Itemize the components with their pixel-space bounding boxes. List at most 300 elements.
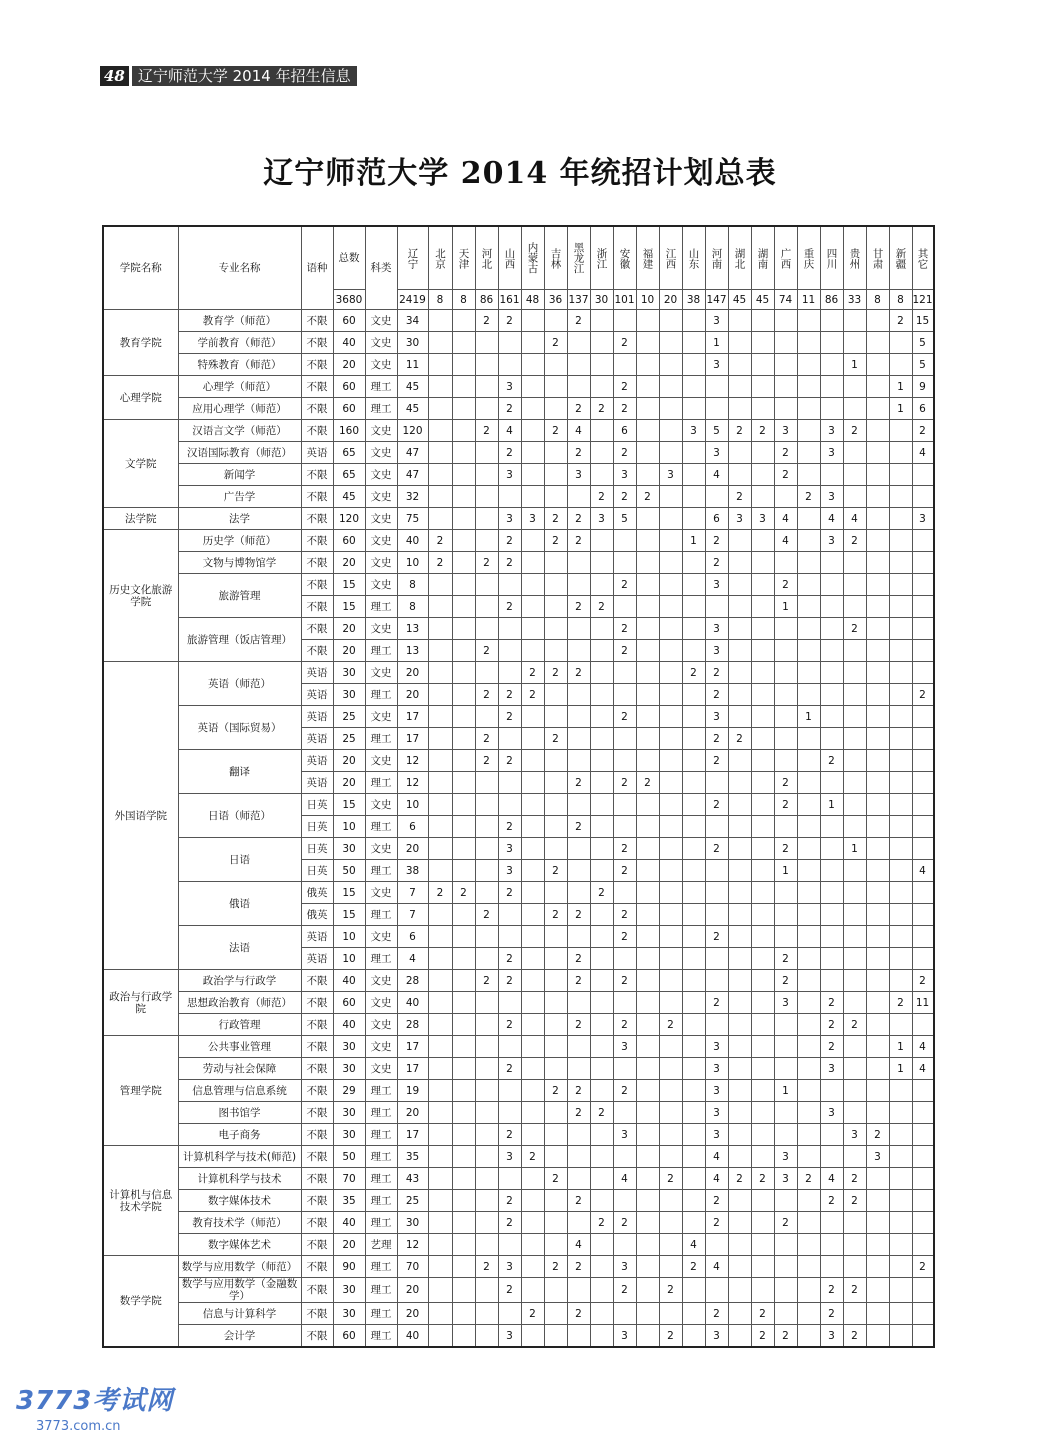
province-quota bbox=[659, 750, 682, 772]
province-quota bbox=[797, 904, 820, 926]
province-quota bbox=[728, 552, 751, 574]
province-quota bbox=[912, 948, 934, 970]
province-quota: 2 bbox=[774, 772, 797, 794]
province-quota: 3 bbox=[820, 442, 843, 464]
province-quota: 2 bbox=[705, 1190, 728, 1212]
province-quota bbox=[866, 508, 889, 530]
province-quota: 2 bbox=[728, 486, 751, 508]
province-total: 101 bbox=[613, 290, 636, 310]
category-cell: 文史 bbox=[365, 706, 397, 728]
province-total: 137 bbox=[567, 290, 590, 310]
province-quota bbox=[428, 1303, 452, 1325]
province-quota: 2 bbox=[613, 618, 636, 640]
province-quota bbox=[889, 1168, 912, 1190]
total-cell: 30 bbox=[333, 1278, 365, 1303]
province-quota bbox=[636, 420, 659, 442]
province-quota bbox=[751, 1124, 774, 1146]
province-quota bbox=[544, 1124, 567, 1146]
province-quota bbox=[797, 1124, 820, 1146]
language-cell: 英语 bbox=[301, 728, 333, 750]
province-quota: 2 bbox=[498, 882, 521, 904]
province-quota bbox=[682, 1303, 705, 1325]
language-cell: 不限 bbox=[301, 486, 333, 508]
province-quota bbox=[544, 310, 567, 332]
table-row bbox=[103, 838, 934, 860]
province-quota bbox=[544, 772, 567, 794]
province-quota bbox=[521, 1256, 544, 1278]
province-quota bbox=[428, 794, 452, 816]
table-row bbox=[103, 1256, 934, 1278]
province-quota bbox=[521, 992, 544, 1014]
total-cell: 65 bbox=[333, 464, 365, 486]
province-quota bbox=[912, 596, 934, 618]
province-quota bbox=[636, 398, 659, 420]
province-quota: 1 bbox=[774, 1080, 797, 1102]
province-label: 四川 bbox=[825, 247, 838, 269]
province-total: 161 bbox=[498, 290, 521, 310]
province-quota bbox=[820, 860, 843, 882]
province-quota bbox=[452, 948, 475, 970]
province-quota bbox=[728, 1080, 751, 1102]
col-category: 科类 bbox=[365, 226, 397, 310]
province-quota bbox=[613, 662, 636, 684]
province-quota bbox=[889, 574, 912, 596]
province-quota bbox=[498, 640, 521, 662]
province-quota bbox=[452, 1168, 475, 1190]
province-quota bbox=[521, 420, 544, 442]
category-cell: 文史 bbox=[365, 1036, 397, 1058]
total-cell: 10 bbox=[333, 948, 365, 970]
province-quota bbox=[659, 640, 682, 662]
province-quota bbox=[682, 332, 705, 354]
province-quota bbox=[797, 948, 820, 970]
province-quota bbox=[475, 596, 498, 618]
language-cell: 不限 bbox=[301, 1036, 333, 1058]
province-quota bbox=[751, 618, 774, 640]
province-quota bbox=[797, 508, 820, 530]
province-quota: 1 bbox=[797, 706, 820, 728]
province-quota bbox=[843, 486, 866, 508]
province-quota bbox=[544, 1325, 567, 1348]
category-cell: 文史 bbox=[365, 750, 397, 772]
province-quota bbox=[498, 904, 521, 926]
province-quota: 2 bbox=[498, 948, 521, 970]
province-quota bbox=[728, 1124, 751, 1146]
province-quota: 3 bbox=[705, 310, 728, 332]
province-label: 河南 bbox=[710, 247, 723, 269]
province-quota bbox=[866, 662, 889, 684]
province-quota: 1 bbox=[705, 332, 728, 354]
province-quota bbox=[889, 838, 912, 860]
province-quota: 2 bbox=[751, 1303, 774, 1325]
language-cell: 俄英 bbox=[301, 904, 333, 926]
province-quota bbox=[544, 1234, 567, 1256]
province-quota bbox=[659, 574, 682, 596]
province-quota: 2 bbox=[843, 1278, 866, 1303]
language-cell: 不限 bbox=[301, 552, 333, 574]
province-quota bbox=[567, 860, 590, 882]
province-quota: 3 bbox=[751, 508, 774, 530]
province-quota bbox=[912, 1303, 934, 1325]
province-quota bbox=[521, 882, 544, 904]
total-cell: 60 bbox=[333, 1325, 365, 1348]
province-quota bbox=[498, 1303, 521, 1325]
province-quota bbox=[774, 640, 797, 662]
province-quota: 4 bbox=[567, 1234, 590, 1256]
province-quota bbox=[544, 398, 567, 420]
col-province bbox=[498, 226, 521, 290]
province-quota: 3 bbox=[613, 1124, 636, 1146]
province-quota: 2 bbox=[820, 1190, 843, 1212]
province-quota: 2 bbox=[567, 1102, 590, 1124]
province-quota bbox=[728, 1014, 751, 1036]
province-quota bbox=[751, 706, 774, 728]
province-quota bbox=[498, 992, 521, 1014]
province-quota bbox=[590, 1146, 613, 1168]
province-quota bbox=[475, 1014, 498, 1036]
province-quota bbox=[843, 574, 866, 596]
province-quota bbox=[774, 816, 797, 838]
province-quota: 2 bbox=[428, 882, 452, 904]
province-quota bbox=[475, 618, 498, 640]
province-quota bbox=[728, 926, 751, 948]
province-quota bbox=[475, 662, 498, 684]
col-college: 学院名称 bbox=[103, 226, 178, 310]
major-name: 电子商务 bbox=[178, 1124, 301, 1146]
province-quota bbox=[475, 1102, 498, 1124]
total-cell: 70 bbox=[333, 1168, 365, 1190]
province-quota bbox=[751, 376, 774, 398]
province-quota: 2 bbox=[613, 860, 636, 882]
province-quota bbox=[428, 618, 452, 640]
major-name: 学前教育（师范） bbox=[178, 332, 301, 354]
province-quota bbox=[912, 1190, 934, 1212]
province-quota bbox=[636, 376, 659, 398]
province-quota bbox=[567, 640, 590, 662]
province-quota: 2 bbox=[843, 1190, 866, 1212]
province-quota bbox=[590, 970, 613, 992]
total-cell: 30 bbox=[333, 662, 365, 684]
province-quota: 2 bbox=[475, 970, 498, 992]
province-quota bbox=[797, 1212, 820, 1234]
province-quota: 2 bbox=[912, 420, 934, 442]
province-quota: 2 bbox=[521, 662, 544, 684]
province-quota bbox=[590, 728, 613, 750]
province-quota bbox=[682, 926, 705, 948]
province-quota: 2 bbox=[567, 1256, 590, 1278]
province-quota bbox=[912, 794, 934, 816]
province-quota bbox=[659, 882, 682, 904]
province-quota bbox=[728, 1036, 751, 1058]
province-quota bbox=[843, 596, 866, 618]
province-quota bbox=[751, 1190, 774, 1212]
province-quota: 28 bbox=[397, 1014, 428, 1036]
province-quota bbox=[544, 1036, 567, 1058]
province-quota bbox=[590, 772, 613, 794]
province-quota bbox=[475, 1325, 498, 1348]
province-quota: 20 bbox=[397, 838, 428, 860]
province-quota: 2 bbox=[820, 1036, 843, 1058]
province-quota bbox=[590, 1168, 613, 1190]
province-quota bbox=[797, 310, 820, 332]
province-quota: 4 bbox=[705, 1146, 728, 1168]
category-cell: 文史 bbox=[365, 662, 397, 684]
table-row bbox=[103, 1146, 934, 1168]
province-quota: 3 bbox=[820, 530, 843, 552]
province-quota: 2 bbox=[912, 1256, 934, 1278]
province-quota: 17 bbox=[397, 728, 428, 750]
province-quota bbox=[866, 926, 889, 948]
major-name: 会计学 bbox=[178, 1325, 301, 1348]
table-row bbox=[103, 464, 934, 486]
province-total: 121 bbox=[912, 290, 934, 310]
province-quota bbox=[820, 662, 843, 684]
province-quota bbox=[774, 1190, 797, 1212]
province-quota bbox=[521, 1080, 544, 1102]
province-quota bbox=[452, 926, 475, 948]
province-quota bbox=[866, 640, 889, 662]
province-quota bbox=[820, 552, 843, 574]
province-quota bbox=[428, 332, 452, 354]
province-quota bbox=[475, 772, 498, 794]
province-quota bbox=[797, 618, 820, 640]
province-quota bbox=[636, 1234, 659, 1256]
category-cell: 理工 bbox=[365, 376, 397, 398]
province-quota bbox=[820, 882, 843, 904]
province-quota: 1 bbox=[820, 794, 843, 816]
province-quota bbox=[590, 1234, 613, 1256]
province-quota bbox=[820, 1146, 843, 1168]
province-quota bbox=[544, 1102, 567, 1124]
province-quota bbox=[636, 508, 659, 530]
province-quota bbox=[774, 750, 797, 772]
province-quota bbox=[521, 1168, 544, 1190]
province-quota bbox=[889, 1102, 912, 1124]
category-cell: 理工 bbox=[365, 904, 397, 926]
total-cell: 90 bbox=[333, 1256, 365, 1278]
province-quota bbox=[774, 1278, 797, 1303]
province-quota: 2 bbox=[843, 618, 866, 640]
province-quota bbox=[452, 640, 475, 662]
major-name: 数学与应用数学（金融数学） bbox=[178, 1278, 301, 1303]
province-quota bbox=[682, 750, 705, 772]
province-quota: 2 bbox=[613, 1080, 636, 1102]
province-quota bbox=[428, 1146, 452, 1168]
language-cell: 不限 bbox=[301, 1256, 333, 1278]
province-quota: 30 bbox=[397, 1212, 428, 1234]
province-total: 74 bbox=[774, 290, 797, 310]
province-quota bbox=[544, 684, 567, 706]
province-quota bbox=[705, 1278, 728, 1303]
province-quota bbox=[797, 1036, 820, 1058]
province-quota: 2 bbox=[820, 1014, 843, 1036]
province-quota bbox=[590, 1080, 613, 1102]
province-quota bbox=[820, 904, 843, 926]
province-quota: 2 bbox=[475, 904, 498, 926]
college-name: 计算机与信息技术学院 bbox=[103, 1146, 178, 1256]
col-province bbox=[636, 226, 659, 290]
province-quota: 2 bbox=[866, 1124, 889, 1146]
province-quota bbox=[751, 1014, 774, 1036]
total-cell: 35 bbox=[333, 1190, 365, 1212]
province-quota bbox=[889, 684, 912, 706]
province-quota bbox=[866, 1014, 889, 1036]
province-quota bbox=[774, 1124, 797, 1146]
category-cell: 文史 bbox=[365, 574, 397, 596]
language-cell: 不限 bbox=[301, 1303, 333, 1325]
province-quota bbox=[567, 354, 590, 376]
province-quota bbox=[866, 684, 889, 706]
province-quota bbox=[728, 948, 751, 970]
province-quota bbox=[659, 948, 682, 970]
province-quota bbox=[428, 442, 452, 464]
province-total: 86 bbox=[820, 290, 843, 310]
language-cell: 不限 bbox=[301, 1080, 333, 1102]
province-quota: 3 bbox=[820, 1058, 843, 1080]
province-quota bbox=[751, 596, 774, 618]
province-quota bbox=[705, 904, 728, 926]
language-cell: 不限 bbox=[301, 420, 333, 442]
table-row bbox=[103, 1303, 934, 1325]
province-quota bbox=[544, 464, 567, 486]
province-quota bbox=[728, 398, 751, 420]
province-quota bbox=[659, 1146, 682, 1168]
province-quota bbox=[567, 1036, 590, 1058]
province-quota bbox=[498, 926, 521, 948]
province-quota bbox=[751, 904, 774, 926]
province-quota bbox=[728, 816, 751, 838]
province-quota bbox=[613, 1058, 636, 1080]
province-quota bbox=[912, 1325, 934, 1348]
province-quota: 2 bbox=[843, 1168, 866, 1190]
province-quota: 1 bbox=[889, 1058, 912, 1080]
province-quota: 4 bbox=[912, 442, 934, 464]
province-quota bbox=[682, 442, 705, 464]
province-quota bbox=[682, 1278, 705, 1303]
province-quota: 3 bbox=[705, 1325, 728, 1348]
province-quota: 3 bbox=[866, 1146, 889, 1168]
col-province bbox=[397, 226, 428, 290]
province-quota bbox=[843, 442, 866, 464]
province-quota bbox=[889, 1278, 912, 1303]
province-quota bbox=[475, 816, 498, 838]
province-quota bbox=[590, 332, 613, 354]
province-quota: 6 bbox=[912, 398, 934, 420]
language-cell: 不限 bbox=[301, 1058, 333, 1080]
province-quota bbox=[728, 662, 751, 684]
province-quota: 2 bbox=[475, 684, 498, 706]
college-name: 外国语学院 bbox=[103, 662, 178, 970]
province-quota bbox=[797, 926, 820, 948]
province-total: 45 bbox=[728, 290, 751, 310]
province-quota: 2 bbox=[705, 794, 728, 816]
province-quota bbox=[544, 816, 567, 838]
province-quota bbox=[636, 706, 659, 728]
province-quota bbox=[521, 1325, 544, 1348]
province-quota bbox=[590, 1190, 613, 1212]
province-quota: 3 bbox=[728, 508, 751, 530]
province-quota bbox=[475, 992, 498, 1014]
total-cell: 60 bbox=[333, 992, 365, 1014]
province-quota: 2 bbox=[820, 750, 843, 772]
province-quota bbox=[751, 882, 774, 904]
province-quota bbox=[475, 354, 498, 376]
province-quota bbox=[889, 816, 912, 838]
table-row bbox=[103, 1036, 934, 1058]
province-quota bbox=[797, 1014, 820, 1036]
province-quota bbox=[636, 1146, 659, 1168]
province-quota bbox=[636, 728, 659, 750]
province-quota bbox=[682, 1058, 705, 1080]
province-quota bbox=[682, 970, 705, 992]
province-quota bbox=[889, 618, 912, 640]
province-quota: 2 bbox=[544, 508, 567, 530]
province-quota bbox=[820, 618, 843, 640]
province-quota bbox=[475, 464, 498, 486]
province-quota bbox=[428, 1102, 452, 1124]
language-cell: 不限 bbox=[301, 1190, 333, 1212]
province-quota bbox=[774, 1303, 797, 1325]
province-quota bbox=[866, 1234, 889, 1256]
province-quota bbox=[866, 376, 889, 398]
major-name: 文物与博物馆学 bbox=[178, 552, 301, 574]
major-name: 俄语 bbox=[178, 882, 301, 926]
province-quota bbox=[544, 442, 567, 464]
province-quota: 43 bbox=[397, 1168, 428, 1190]
province-quota bbox=[866, 530, 889, 552]
province-quota: 3 bbox=[820, 420, 843, 442]
province-quota bbox=[521, 1102, 544, 1124]
major-name: 思想政治教育（师范） bbox=[178, 992, 301, 1014]
language-cell: 不限 bbox=[301, 1234, 333, 1256]
province-quota bbox=[751, 552, 774, 574]
province-quota: 17 bbox=[397, 706, 428, 728]
province-quota bbox=[728, 970, 751, 992]
province-quota bbox=[659, 552, 682, 574]
category-cell: 理工 bbox=[365, 1325, 397, 1348]
province-label: 甘肃 bbox=[871, 247, 884, 269]
province-quota bbox=[590, 640, 613, 662]
province-quota bbox=[843, 1212, 866, 1234]
province-quota bbox=[797, 1058, 820, 1080]
province-quota: 15 bbox=[912, 310, 934, 332]
province-quota bbox=[521, 816, 544, 838]
province-quota: 2 bbox=[475, 552, 498, 574]
province-quota bbox=[866, 1102, 889, 1124]
table-row bbox=[103, 552, 934, 574]
province-quota bbox=[797, 1146, 820, 1168]
province-quota bbox=[544, 706, 567, 728]
province-quota bbox=[659, 486, 682, 508]
province-quota: 2 bbox=[498, 1014, 521, 1036]
category-cell: 文史 bbox=[365, 838, 397, 860]
province-quota: 2 bbox=[567, 816, 590, 838]
province-quota bbox=[452, 596, 475, 618]
province-quota bbox=[613, 354, 636, 376]
province-quota: 2 bbox=[682, 662, 705, 684]
province-quota bbox=[797, 596, 820, 618]
province-quota bbox=[659, 354, 682, 376]
province-quota bbox=[751, 354, 774, 376]
province-quota: 10 bbox=[397, 794, 428, 816]
category-cell: 文史 bbox=[365, 1058, 397, 1080]
major-name: 应用心理学（师范） bbox=[178, 398, 301, 420]
province-quota: 2 bbox=[475, 310, 498, 332]
language-cell: 英语 bbox=[301, 706, 333, 728]
province-quota bbox=[820, 1124, 843, 1146]
province-quota bbox=[521, 706, 544, 728]
province-quota bbox=[728, 750, 751, 772]
